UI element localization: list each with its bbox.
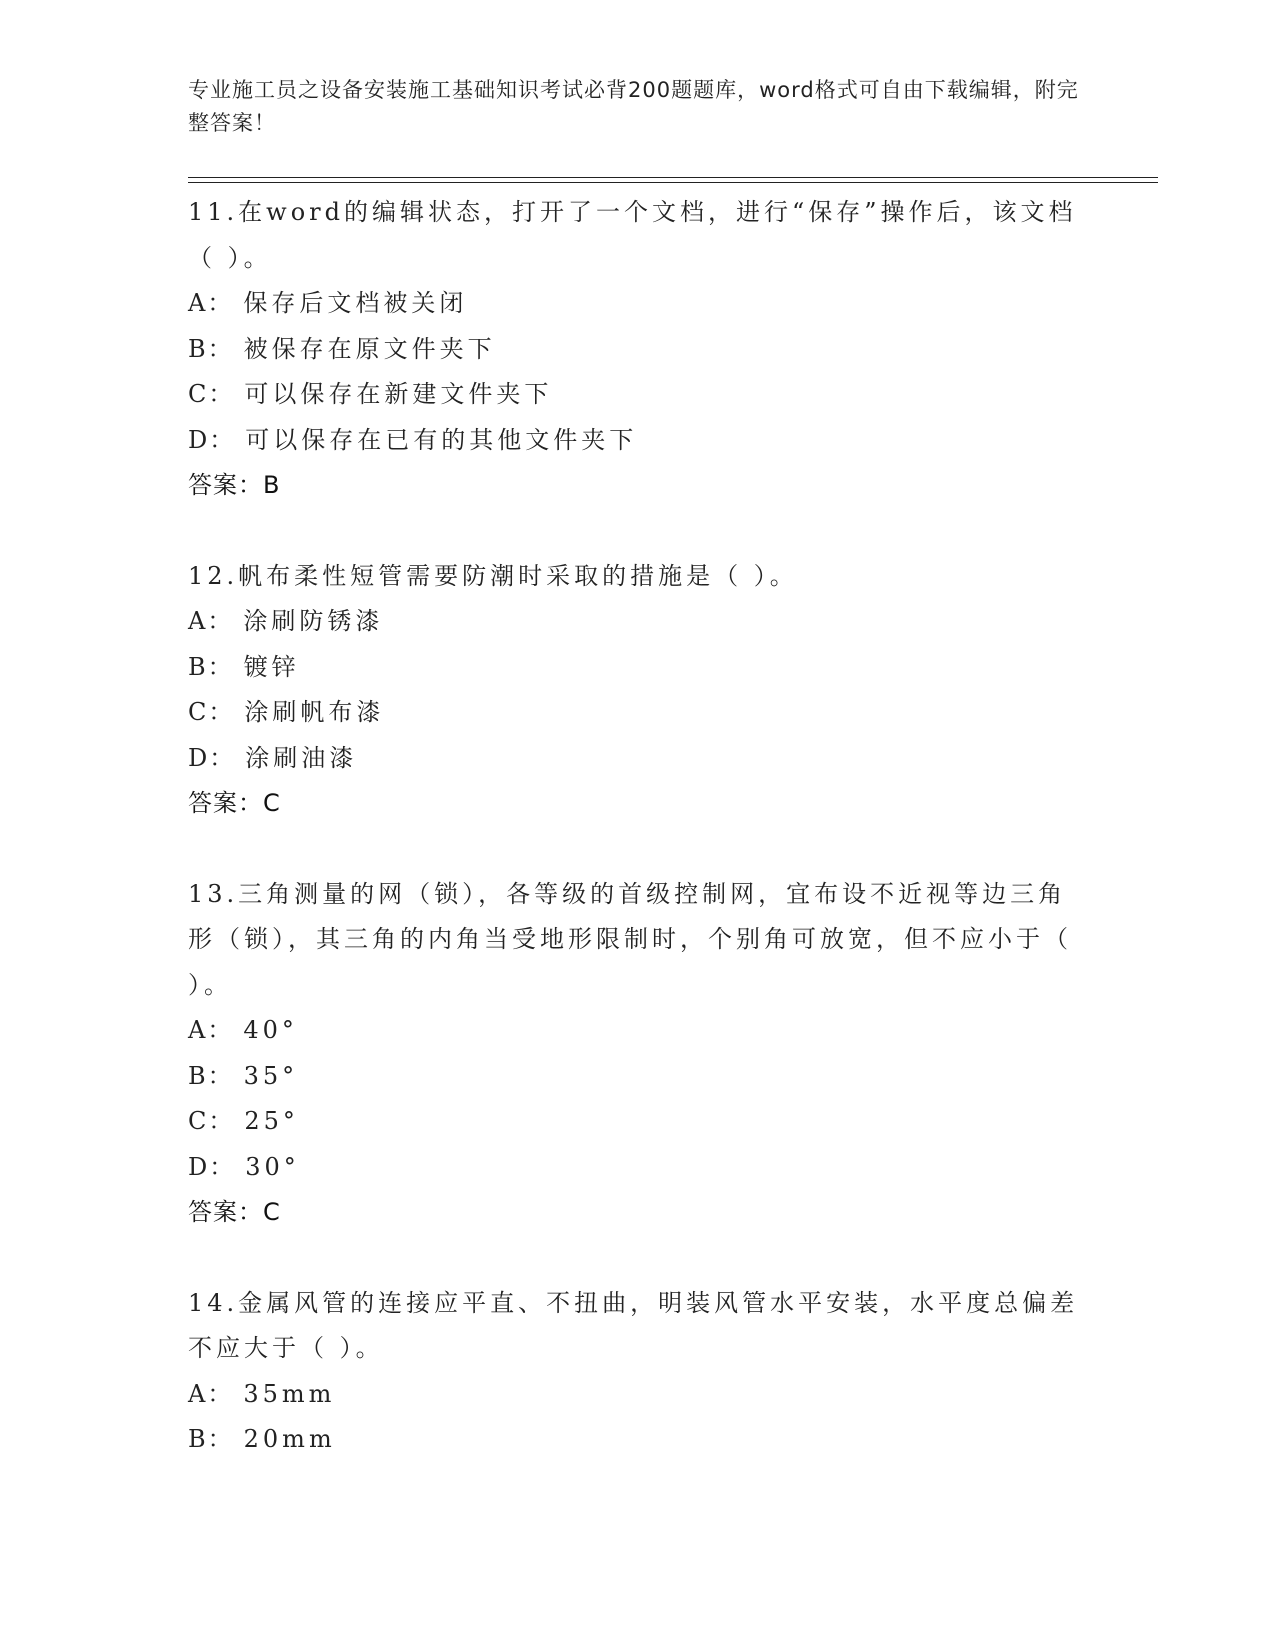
option-b — [188, 327, 1088, 373]
option-a — [188, 599, 1088, 645]
option-a — [188, 281, 1088, 327]
option-b — [188, 1054, 1088, 1100]
question-12 — [188, 554, 1088, 827]
option-text: 被保存在原文件夹下 — [243, 334, 496, 363]
option-letter: B： — [188, 652, 234, 681]
option-a — [188, 1372, 1088, 1418]
answer-line: 答案：B — [188, 471, 281, 499]
question-13 — [188, 872, 1088, 1236]
option-text: 30° — [245, 1152, 300, 1181]
question-stem: 13.三角测量的网（锁），各等级的首级控制网，宜布设不近视等边三角形（锁），其三角的内角当受地形限制时，个别角可放宽，但不应小于（ ）。 — [188, 879, 1072, 999]
header-divider-top — [188, 177, 1158, 178]
question-11 — [188, 190, 1088, 509]
question-spacer — [188, 831, 1088, 872]
question-spacer — [188, 1240, 1088, 1281]
option-b — [188, 645, 1088, 691]
option-text: 镀锌 — [243, 652, 300, 681]
header-divider-bottom — [188, 182, 1158, 183]
document-title: 专业施工员之设备安装施工基础知识考试必背200题题库，word格式可自由下载编辑，附完整答案！ — [188, 78, 1079, 135]
option-letter: C： — [188, 1107, 235, 1135]
option-text: 40° — [243, 1016, 298, 1044]
option-text: 涂刷帆布漆 — [244, 698, 385, 726]
option-letter: A： — [188, 607, 234, 635]
option-letter: B： — [188, 334, 234, 363]
option-c — [188, 1099, 1088, 1145]
option-letter: A： — [188, 1016, 234, 1044]
question-14 — [188, 1281, 1088, 1463]
option-c — [188, 372, 1088, 418]
question-stem: 12.帆布柔性短管需要防潮时采取的措施是（ ）。 — [188, 561, 798, 590]
option-text: 涂刷防锈漆 — [243, 607, 384, 635]
option-letter: D： — [188, 1152, 236, 1181]
answer-line: 答案：C — [188, 1198, 281, 1226]
option-letter: B： — [188, 1061, 234, 1090]
option-letter: D： — [188, 425, 236, 454]
option-letter: A： — [188, 289, 234, 317]
option-letter: B： — [188, 1425, 234, 1453]
option-text: 20mm — [243, 1425, 336, 1453]
option-text: 涂刷油漆 — [245, 743, 358, 772]
option-text: 35° — [243, 1061, 299, 1090]
option-a — [188, 1008, 1088, 1054]
option-c — [188, 690, 1088, 736]
question-stem: 14.金属风管的连接应平直、不扭曲，明装风管水平安装，水平度总偏差不应大于（ ）。 — [188, 1288, 1079, 1362]
option-text: 25° — [244, 1107, 299, 1135]
question-stem: 11.在word的编辑状态，打开了一个文档，进行“保存”操作后，该文档（ ）。 — [188, 198, 1077, 272]
option-letter: A： — [188, 1379, 234, 1408]
option-d — [188, 418, 1088, 464]
answer-line: 答案：C — [188, 789, 281, 817]
document-header — [188, 74, 1088, 140]
option-text: 35mm — [243, 1379, 336, 1408]
option-letter: D： — [188, 743, 236, 772]
option-d — [188, 1145, 1088, 1191]
question-spacer — [188, 513, 1088, 554]
option-letter: C： — [188, 698, 235, 726]
question-list — [188, 190, 1088, 1467]
option-text: 保存后文档被关闭 — [243, 289, 468, 317]
option-letter: C： — [188, 380, 235, 408]
option-text: 可以保存在新建文件夹下 — [244, 380, 553, 408]
option-b — [188, 1417, 1088, 1463]
option-text: 可以保存在已有的其他文件夹下 — [245, 425, 638, 454]
option-d — [188, 736, 1088, 782]
